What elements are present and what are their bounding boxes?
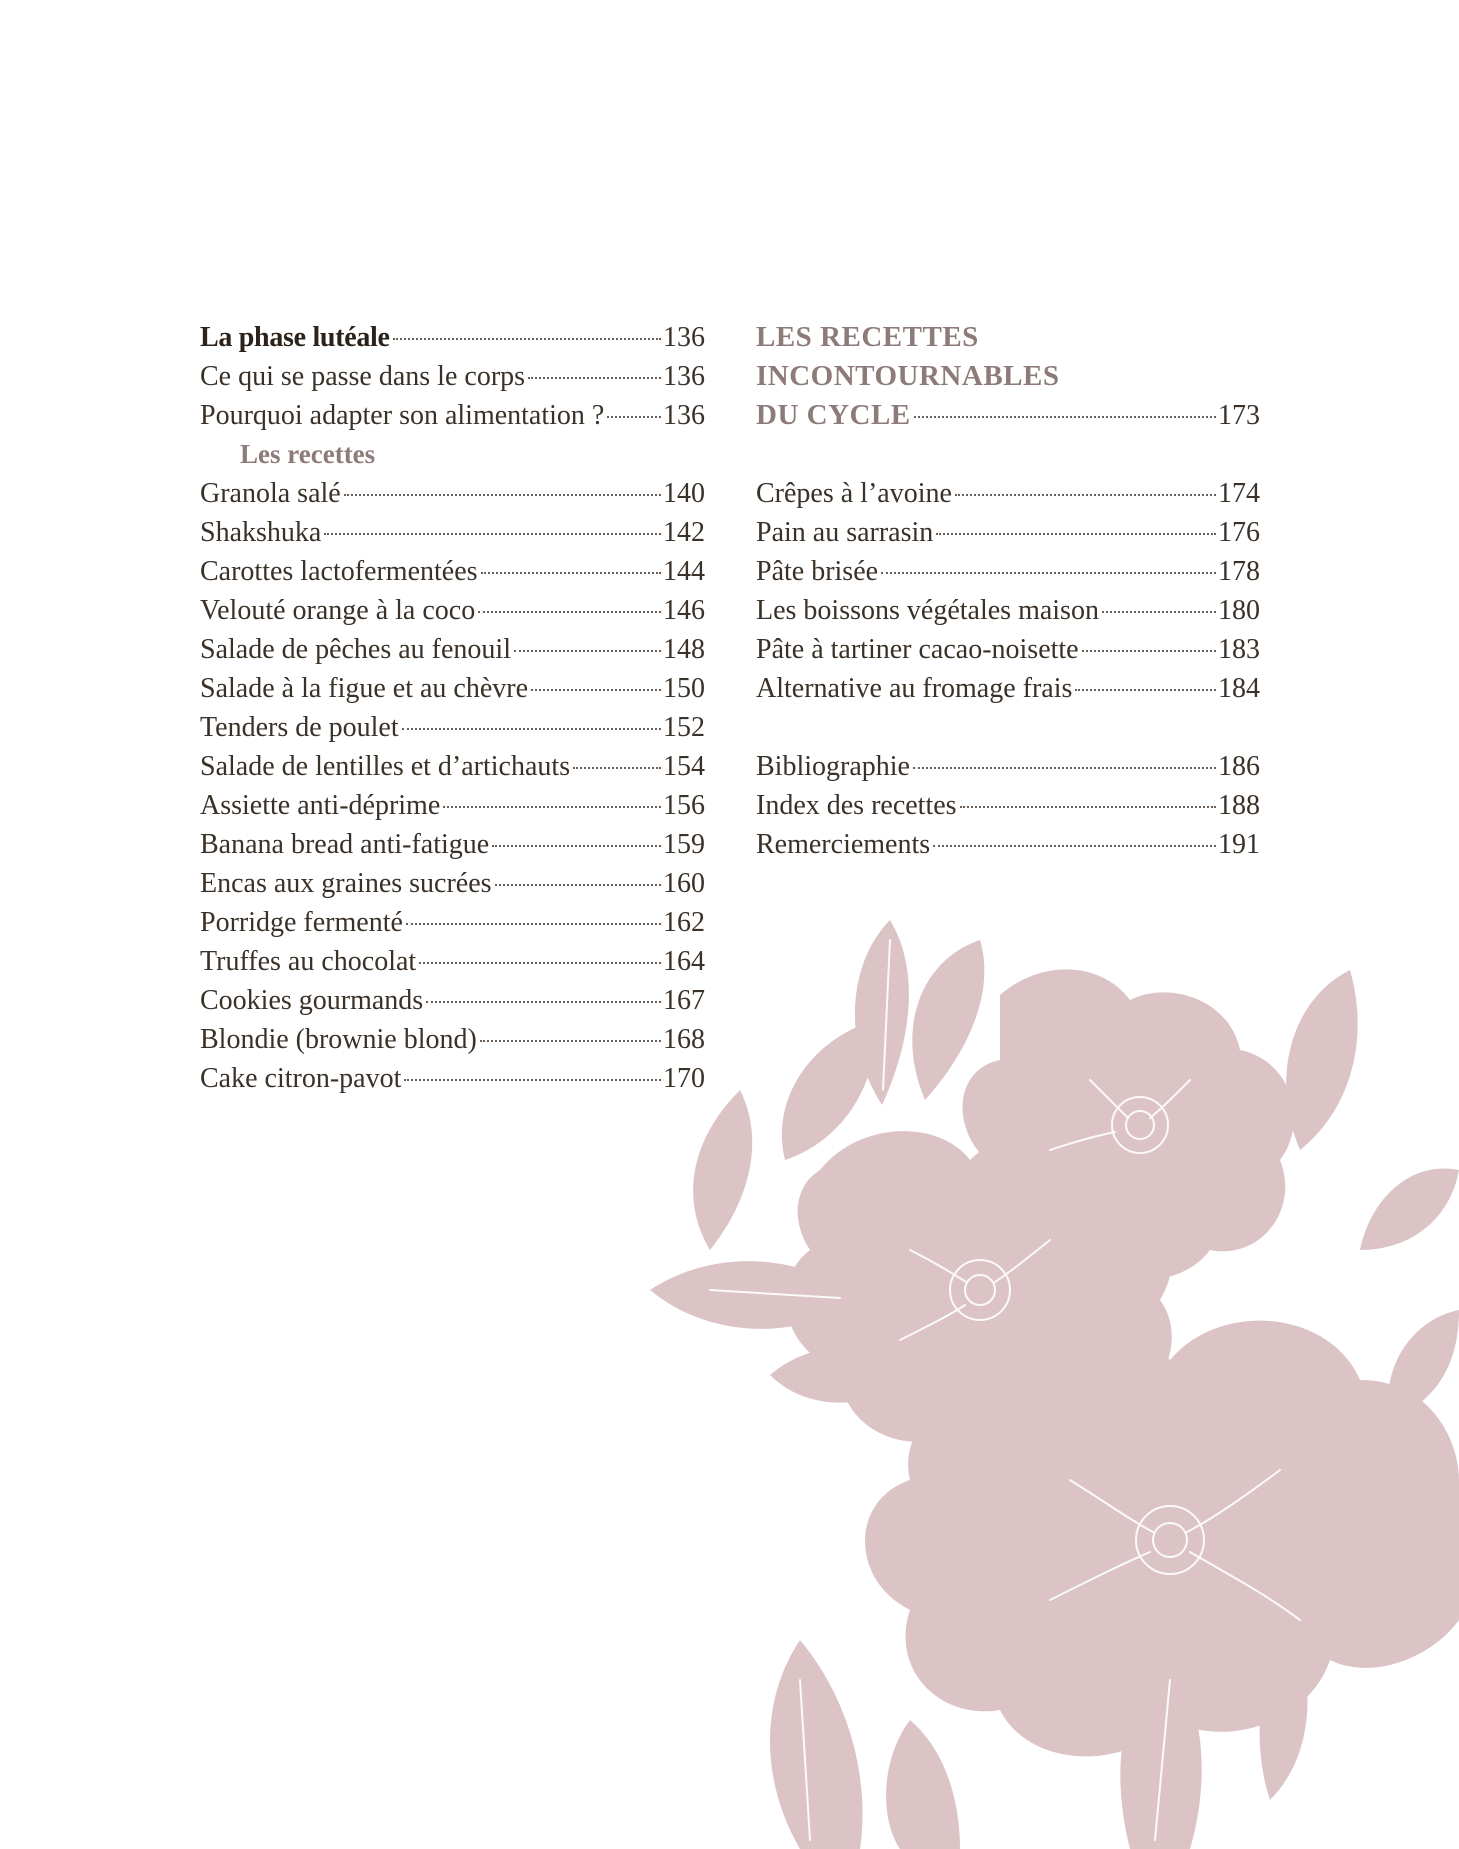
toc-entry[interactable] bbox=[756, 552, 1260, 591]
toc-entry-label: Blondie (brownie blond) bbox=[200, 1024, 477, 1055]
dot-leader bbox=[478, 611, 661, 613]
dot-leader bbox=[514, 650, 661, 652]
toc-entry-page: 174 bbox=[1218, 478, 1260, 509]
dot-leader bbox=[531, 689, 661, 691]
toc-entry-label: Pain au sarrasin bbox=[756, 517, 934, 548]
toc-entry-page: 170 bbox=[663, 1063, 705, 1094]
toc-entry[interactable] bbox=[200, 903, 705, 942]
subheading-les-recettes: Les recettes bbox=[240, 439, 376, 469]
toc-entry[interactable] bbox=[200, 747, 705, 786]
dot-leader bbox=[914, 416, 1216, 418]
dot-leader bbox=[492, 845, 661, 847]
toc-entry-label: Remerciements bbox=[756, 829, 931, 860]
dot-leader bbox=[393, 338, 661, 340]
dot-leader bbox=[960, 806, 1216, 808]
toc-entry-label: Tenders de poulet bbox=[200, 712, 399, 743]
toc-entry-page: 136 bbox=[663, 400, 705, 431]
toc-entry-label: Velouté orange à la coco bbox=[200, 595, 476, 626]
toc-entry-page: 140 bbox=[663, 478, 705, 509]
toc-entry-page: 152 bbox=[663, 712, 705, 743]
toc-entry[interactable] bbox=[200, 513, 705, 552]
toc-entry[interactable] bbox=[756, 669, 1260, 708]
dot-leader bbox=[426, 1001, 661, 1003]
toc-entry-label: DU CYCLE bbox=[756, 399, 911, 431]
toc-entry-page: 180 bbox=[1218, 595, 1260, 626]
toc-entry-label: Pourquoi adapter son alimentation ? bbox=[200, 400, 605, 431]
dot-leader bbox=[344, 494, 661, 496]
toc-entry[interactable] bbox=[200, 981, 705, 1020]
toc-entry-page: 168 bbox=[663, 1024, 705, 1055]
toc-entry-page: 162 bbox=[663, 907, 705, 938]
dot-leader bbox=[881, 572, 1216, 574]
toc-entry-page: 188 bbox=[1218, 790, 1260, 821]
toc-entry-page: 142 bbox=[663, 517, 705, 548]
dot-leader bbox=[404, 1079, 661, 1081]
floral-illustration-icon bbox=[650, 920, 1459, 1849]
dot-leader bbox=[443, 806, 661, 808]
toc-entry-label: Les boissons végétales maison bbox=[756, 595, 1099, 626]
toc-right-column bbox=[756, 318, 1260, 864]
toc-entry-page: 159 bbox=[663, 829, 705, 860]
toc-entry-phase-luteale[interactable] bbox=[200, 318, 705, 357]
dot-leader bbox=[419, 962, 661, 964]
toc-entry-label: Index des recettes bbox=[756, 790, 957, 821]
toc-entry-page: 136 bbox=[663, 361, 705, 392]
toc-entry[interactable] bbox=[200, 1020, 705, 1059]
toc-entry-label: Granola salé bbox=[200, 478, 341, 509]
dot-leader bbox=[955, 494, 1216, 496]
toc-entry-label: Cookies gourmands bbox=[200, 985, 424, 1016]
toc-entry[interactable] bbox=[756, 513, 1260, 552]
dot-leader bbox=[495, 884, 661, 886]
toc-entry[interactable] bbox=[200, 825, 705, 864]
toc-entry[interactable] bbox=[756, 825, 1260, 864]
toc-entry-page: 164 bbox=[663, 946, 705, 977]
toc-entry-label: Ce qui se passe dans le corps bbox=[200, 361, 526, 392]
toc-entry-page: 144 bbox=[663, 556, 705, 587]
dot-leader bbox=[1075, 689, 1216, 691]
toc-entry-label: Porridge fermenté bbox=[200, 907, 403, 938]
toc-entry-page: 156 bbox=[663, 790, 705, 821]
dot-leader bbox=[573, 767, 661, 769]
toc-entry-label: Salade à la figue et au chèvre bbox=[200, 673, 529, 704]
toc-entry-page: 191 bbox=[1218, 829, 1260, 860]
section-title-line: LES RECETTES bbox=[756, 321, 979, 353]
dot-leader bbox=[406, 923, 661, 925]
toc-entry-page: 183 bbox=[1218, 634, 1260, 665]
dot-leader bbox=[528, 377, 661, 379]
section-title-line: INCONTOURNABLES bbox=[756, 360, 1060, 392]
toc-entry-label: Cake citron-pavot bbox=[200, 1063, 402, 1094]
toc-entry-page: 173 bbox=[1218, 400, 1260, 431]
toc-entry-page: 176 bbox=[1218, 517, 1260, 548]
toc-entry[interactable] bbox=[200, 1059, 705, 1098]
toc-entry-label: Alternative au fromage frais bbox=[756, 673, 1073, 704]
toc-entry[interactable] bbox=[756, 747, 1260, 786]
toc-entry[interactable] bbox=[200, 669, 705, 708]
dot-leader bbox=[480, 1040, 661, 1042]
toc-entry[interactable] bbox=[756, 630, 1260, 669]
toc-entry[interactable] bbox=[200, 357, 705, 396]
right-recipe-list bbox=[756, 474, 1260, 708]
toc-entry[interactable] bbox=[200, 864, 705, 903]
spacer bbox=[756, 708, 1260, 747]
dot-leader bbox=[933, 845, 1216, 847]
toc-entry-label: Pâte brisée bbox=[756, 556, 879, 587]
toc-entry[interactable] bbox=[200, 552, 705, 591]
toc-entry[interactable] bbox=[756, 474, 1260, 513]
toc-entry-label: La phase lutéale bbox=[200, 322, 390, 353]
toc-entry-page: 167 bbox=[663, 985, 705, 1016]
dot-leader bbox=[913, 767, 1216, 769]
back-matter-list bbox=[756, 747, 1260, 864]
dot-leader bbox=[1102, 611, 1216, 613]
toc-entry-label: Encas aux graines sucrées bbox=[200, 868, 492, 899]
toc-entry-page: 154 bbox=[663, 751, 705, 782]
dot-leader bbox=[324, 533, 661, 535]
toc-entry-label: Salade de pêches au fenouil bbox=[200, 634, 511, 665]
dot-leader bbox=[1082, 650, 1216, 652]
toc-entry[interactable] bbox=[200, 591, 705, 630]
dot-leader bbox=[481, 572, 661, 574]
toc-entry-label: Pâte à tartiner cacao-noisette bbox=[756, 634, 1079, 665]
toc-entry-page: 150 bbox=[663, 673, 705, 704]
toc-entry[interactable] bbox=[756, 591, 1260, 630]
toc-entry-label: Truffes au chocolat bbox=[200, 946, 417, 977]
toc-entry-page: 184 bbox=[1218, 673, 1260, 704]
toc-entry-label: Shakshuka bbox=[200, 517, 322, 548]
toc-entry-label: Salade de lentilles et d’artichauts bbox=[200, 751, 571, 782]
toc-entry-label: Carottes lactofermentées bbox=[200, 556, 478, 587]
toc-entry-page: 160 bbox=[663, 868, 705, 899]
toc-entry[interactable] bbox=[200, 630, 705, 669]
toc-entry[interactable] bbox=[200, 708, 705, 747]
toc-entry-label: Banana bread anti-fatigue bbox=[200, 829, 490, 860]
toc-entry-label: Crêpes à l’avoine bbox=[756, 478, 952, 509]
toc-entry-page: 178 bbox=[1218, 556, 1260, 587]
dot-leader bbox=[607, 416, 661, 418]
toc-entry-incontournables[interactable] bbox=[756, 396, 1260, 435]
toc-entry-page: 148 bbox=[663, 634, 705, 665]
toc-left-column bbox=[200, 318, 705, 1098]
toc-entry-page: 186 bbox=[1218, 751, 1260, 782]
toc-entry[interactable] bbox=[200, 474, 705, 513]
dot-leader bbox=[402, 728, 661, 730]
spacer bbox=[756, 435, 1260, 474]
toc-entry[interactable] bbox=[756, 786, 1260, 825]
toc-entry[interactable] bbox=[200, 786, 705, 825]
toc-entry-label: Bibliographie bbox=[756, 751, 910, 782]
dot-leader bbox=[936, 533, 1216, 535]
toc-entry-label: Assiette anti-déprime bbox=[200, 790, 441, 821]
toc-entry[interactable] bbox=[200, 396, 705, 435]
toc-entry-page: 146 bbox=[663, 595, 705, 626]
toc-entry-page: 136 bbox=[663, 322, 705, 353]
toc-entry[interactable] bbox=[200, 942, 705, 981]
left-recipe-list bbox=[200, 474, 705, 1098]
